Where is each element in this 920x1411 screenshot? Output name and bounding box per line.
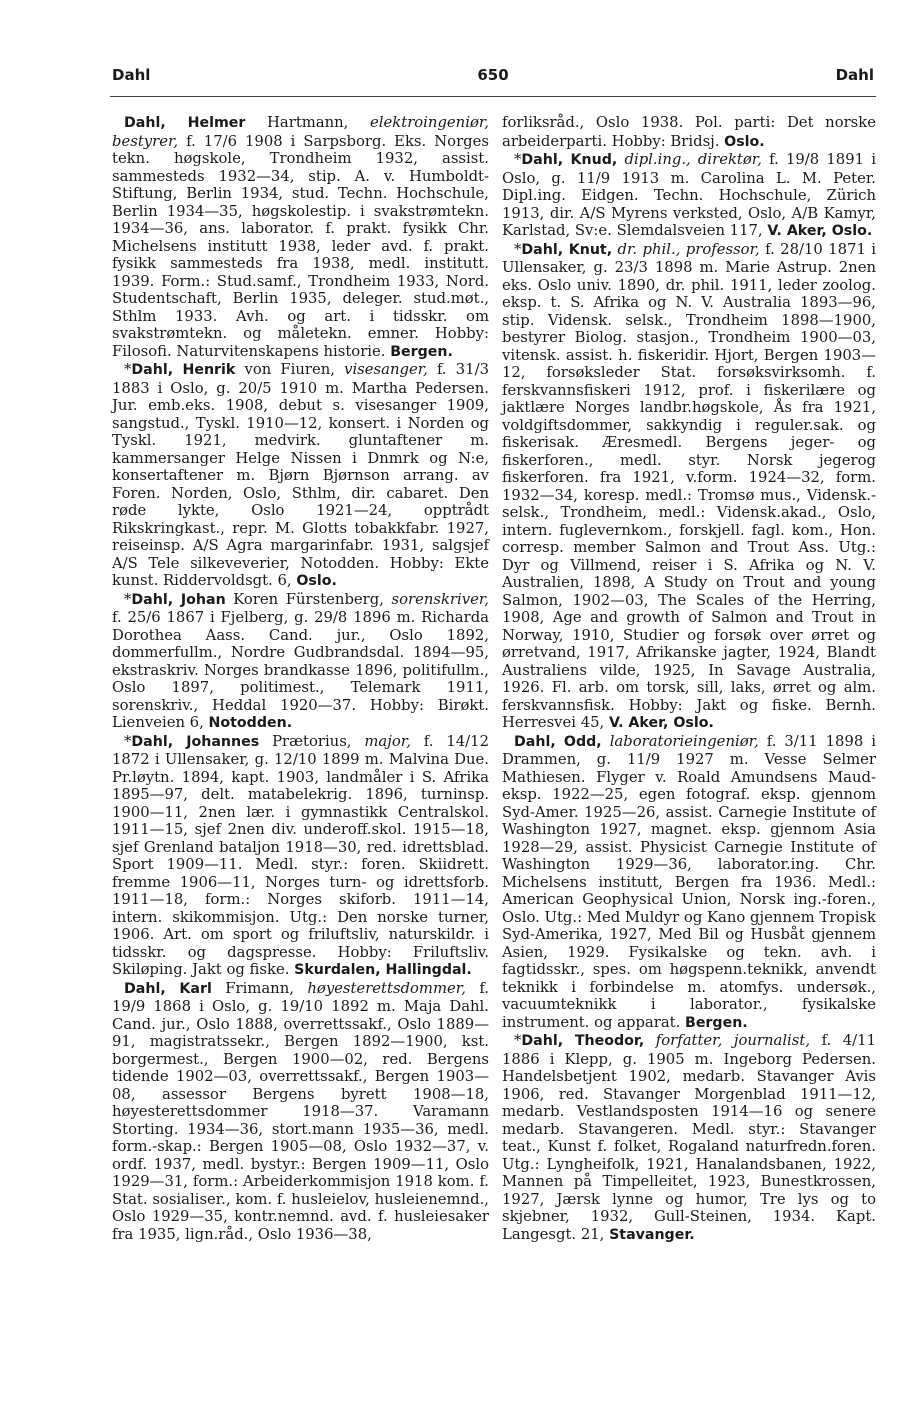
entry-name: Dahl, Helmer [124,115,246,131]
entry-occupation: dr. phil., professor, [617,240,760,258]
entry-occupation: visesanger, [344,361,428,378]
entry [112,114,489,361]
entry-name: Dahl, Henrik [131,362,236,378]
entry-residence: Oslo. [724,133,765,150]
entry-given-names: Koren Fürstenberg, [225,590,392,608]
entry-body: f. 28/10 1871 i Ullensaker, g. 23/3 1898 m. Marie Astrup. 2nen eks. Oslo univ. 1890, dr. phil. 1911, leder zoolog. eksp. t. S. Afrika og N. V. Australia 1893—96, stip. Vidensk. selsk., Trondheim 1898—1900, bestyrer Biolog. stasjon., Trondheim 1900—03, vitensk. assist. h. fiskeridir. Hjort, Bergen 1903—12, forsøksleder Stat. forsøksvirksomh. f. ferskvannsfiskeri 1912, prof. i fiskerilære og jaktlære Norges landbr.høgskole, Ås fra 1921, voldgiftsdommer, sakkyndig i reguler.sak. og fiskerisak. Æresmedl. Bergens jeger- og fiskerforen., medl. styr. Norsk jegerog fiskerforen. fra 1921, v.form. 1924—32, form. 1932—34, koresp. medl.: Tromsø mus., Vidensk.-selsk., Trondheim, medl.: Vidensk.akad., Oslo, intern. fuglevernkom., forskjell. fagl. kom., Hon. corresp. member Salmon and Trout Ass. Utg.: Dyr og Villmend, reiser i S. Afrika og N. V. Australien, 1898, A Study on Trout and young Salmon, 1902—03, The Scales of the Herring, 1908, Age and growth of Salmon and Trout in Norway, 1910, Studier og forsøk over ørret og ørretvand, 1917, Afrikanske jagter, 1924, Blandt Australiens vilde, 1925, In Savage Australia, 1926. Fl. arb. om torsk, sill, laks, ørret og alm. ferskvannsfisk. Hobby: Jakt og fiske. Bernh. Herresvei 45, [502,240,876,731]
entry-residence: Notodden. [208,715,293,731]
entry-residence: Bergen. [390,343,453,360]
entry-occupation: major, [364,732,411,750]
entry-name: Dahl, Odd, [514,733,602,750]
entry-given-names [644,1032,656,1049]
entry-residence: Oslo. [296,573,337,589]
header-rule [110,96,876,97]
entry-given-names: von Fiuren, [235,361,345,378]
running-head-right: Dahl [835,66,874,84]
entry-body: forliksråd., Oslo 1938. Pol. parti: Det norske arbeiderparti. Hobby: Bridsj. [502,114,876,150]
entry-occupation: elektroingeniør, bestyrer, [112,114,489,150]
entry-occupation: dipl.ing., direktør, [624,151,762,168]
entry-occupation: laboratorieingeniør, [609,732,759,750]
entry-body: f. 19/8 1891 i Oslo, g. 11/9 1913 m. Carolina L. M. Peter. Dipl.ing. Eidgen. Techn. Hochschule, Zürich 1913, dir. A/S Myrens verksted, Oslo, A/B Kamyr, Karlstad, Sv:e. Slemdalsveien 117, [502,151,876,239]
living-marker: * [514,240,522,258]
entry-name: Dahl, Johan [131,591,226,608]
entry-body: f. 31/3 1883 i Oslo, g. 20/5 1910 m. Martha Pedersen. Jur. emb.eks. 1908, debut s. visesanger 1909, sangstud., Tyskl. 1910—12, konsert. i Norden og Tyskl. 1921, medvirk. gluntaftener m. kammersanger Helge Nissen i Dnmrk og N:e, konsertaftener m. Bjørn Bjørnson arrang. av Foren. Norden, Oslo, Sthlm, dir. cabaret. Den røde lykte, Oslo 1921—24, opptrådt Rikskringkast., repr. M. Glotts tobakkfabr. 1927, reiseinsp. A/S Agra margarinfabr. 1931, salgsjef A/S Tele silkeveverier, Notodden. Hobby: Ekte kunst. Riddervoldsgt. 6, [112,361,489,589]
entry-name: Dahl, Karl [124,980,212,997]
entry-residence: V. Aker, Oslo. [767,223,873,239]
entry-continuation [502,114,876,151]
entry-body: f. 17/6 1908 i Sarpsborg. Eks. Norges tekn. høgskole, Trondheim 1932, assist. sammesteds 1932—34, stip. A. v. Humboldt-Stiftung, Berlin 1934, stud. Techn. Hochschule, Berlin 1934—35, høgskolestip. i svakstrømtekn. 1934—36, ans. laborator. f. prakt. fysikk Chr. Michelsens institutt 1938, leder avd. f. prakt. fysikk sammesteds fra 1938, medl. institutt. 1939. Form.: Stud.samf., Trondheim 1933, Nord. Studentschaft, Berlin 1935, deleger. stud.møt., Sthlm 1933. Avh. og art. i tidsskr. om svakstrømtekn. og måletekn. emner. Hobby: Filosofi. Naturvitenskapens historie. [112,132,489,360]
entry-name: Dahl, Knud, [521,152,618,168]
entry-body: f. 3/11 1898 i Drammen, g. 11/9 1927 m. Vesse Selmer Mathiesen. Flyger v. Roald Amundsens Maud-eksp. 1922—25, egen fotograf. eksp. gjennom Syd-Amer. 1925—26, assist. Carnegie Institute of Washington 1927, magnet. eksp. gjennom Asia 1928—29, assist. Physicist Carnegie Institute of Washington 1929—36, laborator.ing. Chr. Michelsens institutt, Bergen fra 1936. Medl.: American Geophysical Union, Norsk ing.-foren., Oslo. Utg.: Med Muldyr og Kano gjennem Tropisk Syd-Amerika, 1927, Med Bil og Husbåt gjennem Asien, 1929. Fysikalske og tekn. avh. i fagtidsskr., spes. om høgspenn.teknikk, anvendt teknikk i forbindelse m. atomfys. undersøk., vacuumteknikk i laborator., fysikalske instrument. og apparat. [502,732,876,1031]
entry-occupation: sorenskriver, [391,590,489,608]
entry [112,733,489,980]
running-head-left: Dahl [112,66,151,84]
left-column [112,114,489,1244]
right-column [502,114,876,1244]
living-marker: * [514,1032,522,1049]
entry-residence: V. Aker, Oslo. [608,715,714,731]
entry-given-names: Frimann, [211,979,308,997]
entry-name: Dahl, Johannes [131,733,260,750]
entry-occupation: forfatter, journalist, [655,1032,811,1049]
entry-occupation: høyesterettsdommer, [307,979,466,997]
living-marker: * [514,151,522,168]
entry-given-names [602,733,610,750]
entry [502,151,876,241]
entry [502,241,876,733]
entry [112,591,489,733]
entry [502,733,876,1033]
entry-given-names: Hartmann, [245,114,371,131]
entry-name: Dahl, Theodor, [521,1033,645,1049]
living-marker: * [124,732,132,750]
page-header [112,66,874,90]
entry-residence: Stavanger. [609,1226,695,1243]
entry [112,980,489,1245]
entry-body: f. 25/6 1867 i Fjelberg, g. 29/8 1896 m. Richarda Dorothea Aass. Cand. jur., Oslo 1892, dommerfullm., Nordre Gudbrandsdal. 1894—95, ekstraskriv. Norges brandkasse 1896, politifullm., Oslo 1897, politimest., Telemark 1911, sorenskriv., Heddal 1920—37. Hobby: Birøkt. Lienveien 6, [112,609,489,731]
entry-residence: Skurdalen, Hallingdal. [294,962,472,978]
entry [502,1032,876,1244]
page-number: 650 [477,66,509,84]
entry-body: f. 19/9 1868 i Oslo, g. 19/10 1892 m. Maja Dahl. Cand. jur., Oslo 1888, overrettssakf., Oslo 1889—91, magistratssekr., Bergen 1892—1900, kst. borgermest., Bergen 1900—02, red. Bergens tidende 1902—03, overrettssakf., Bergen 1903—08, assessor Bergens byrett 1908—18, høyesterettsdommer 1918—37. Varamann Storting. 1934—36, stort.mann 1935—36, medl. form.-skap.: Bergen 1905—08, Oslo 1932—37, v. ordf. 1937, medl. bystyr.: Bergen 1909—11, Oslo 1929—31, form.: Arbeiderkommisjon 1918 kom. f. Stat. sosialiser., kom. f. husleielov, husleienemnd., Oslo 1929—35, kontr.nemnd. avd. f. husleiesaker fra 1935, lign.råd., Oslo 1936—38, [112,979,489,1243]
entry-given-names: Prætorius, [259,732,365,750]
entry-body: f. 4/11 1886 i Klepp, g. 1905 m. Ingeborg Pedersen. Handelsbetjent 1902, medarb. Stavanger Avis 1906, red. Stavanger Morgenblad 1911—12, medarb. Vestlandsposten 1914—16 og senere medarb. Stavangeren. Medl. styr.: Stavanger teat., Kunst f. folket, Rogaland naturfredn.foren. Utg.: Lyngheifolk, 1921, Hanalandsbanen, 1922, Mannen på Timpelleitet, 1923, Bunestkrossen, 1927, Jærsk lynne og humor, Tre lys og to skjebner, 1932, Gull-Steinen, 1934. Kapt. Langesgt. 21, [502,1032,876,1243]
living-marker: * [124,590,132,608]
entry-residence: Bergen. [685,1014,748,1031]
entry-body: f. 14/12 1872 i Ullensaker, g. 12/10 1899 m. Malvina Due. Pr.løytn. 1894, kapt. 1903, landmåler i S. Afrika 1895—97, delt. matabelekrig. 1896, turninsp. 1900—11, 2nen lær. i gymnastikk Centralskol. 1911—15, sjef 2nen div. underoff.skol. 1915—18, sjef Grenland bataljon 1918—30, red. idrettsblad. Sport 1909—11. Medl. styr.: foren. Skiidrett. fremme 1906—11, Norges turn- og idrettsforb. 1911—18, form.: Norges skiforb. 1911—14, intern. skikommisjon. Utg.: Den norske turner, 1906. Art. om sport og friluftsliv, naturskildr. i tidsskr. og dagspresse. Hobby: Friluftsliv. Skiløping. Jakt og fiske. [112,732,489,978]
living-marker: * [124,361,132,378]
entry-name: Dahl, Knut, [521,241,613,258]
entry [112,361,489,591]
